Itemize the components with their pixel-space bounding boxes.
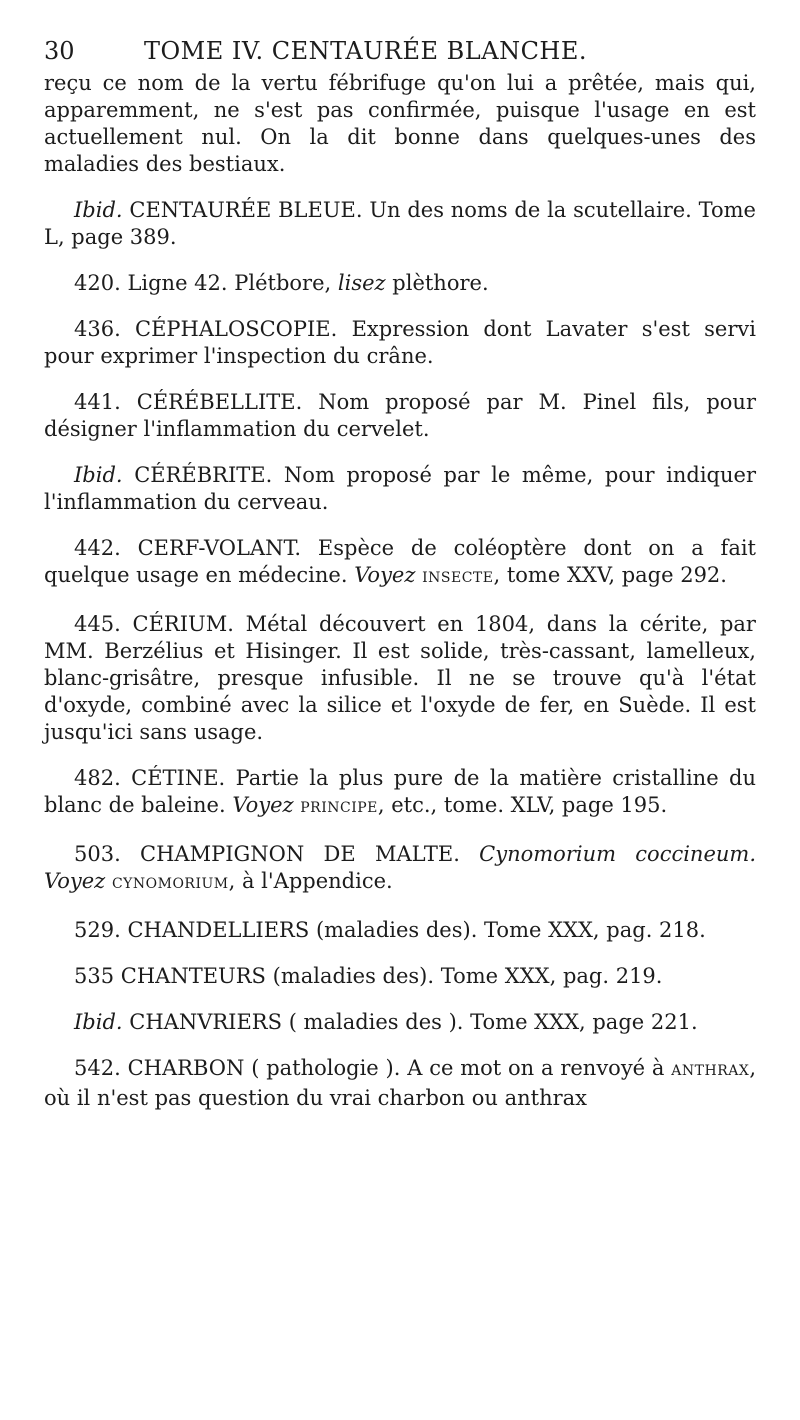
- page-number: 30: [44, 37, 75, 65]
- entry-ref: 535: [74, 964, 115, 988]
- entry-ref: 542.: [74, 1056, 121, 1080]
- page-header: [44, 36, 756, 66]
- entry-ref: 436.: [74, 317, 121, 341]
- entry-term: CÉPHALOSCOPIE.: [135, 317, 338, 341]
- entry-cerebrite: [44, 462, 756, 516]
- entry-champignon-de-malte: [44, 841, 756, 898]
- entry-chandelliers: [44, 917, 756, 944]
- cross-ref: ANTHRAX: [671, 1063, 750, 1079]
- entry-tail: , tome XXV, page 292.: [493, 563, 727, 587]
- entry-text: ( pathologie ). A ce mot on a renvoyé à: [251, 1056, 665, 1080]
- entry-ref: Ibid.: [74, 198, 123, 222]
- entry-charbon: [44, 1055, 756, 1112]
- entry-ref: 482.: [74, 766, 121, 790]
- entry-ref: 503.: [74, 842, 121, 866]
- entry-text: Partie la plus pure de la matière cristalline du blanc de baleine.: [44, 766, 756, 817]
- cross-ref: PRINCIPE: [300, 800, 378, 816]
- entry-text: Espèce de coléoptère dont on a fait quelque usage en médecine.: [44, 536, 756, 587]
- entry-ref: 442.: [74, 536, 121, 560]
- entry-ref: 529.: [74, 918, 121, 942]
- entry-text: Métal découvert en 1804, dans la cérite, par MM. Berzélius et Hisinger. Il est solide, très-cassant, lamelleux, blanc-grisâtre, presque infusible. Il ne se trouve qu'à l'état d'oxyde, combiné avec la silice et l'oxyde de fer, en Suède. Il est jusqu'ici sans usage.: [44, 612, 756, 744]
- entry-term: CENTAURÉE BLEUE.: [129, 198, 363, 222]
- entry-cetine: [44, 765, 756, 822]
- entry-cerium: [44, 611, 756, 746]
- voyez-ref: Voyez: [354, 563, 416, 587]
- entry-chanteurs: [44, 963, 756, 990]
- entry-term: CÉTINE.: [131, 766, 226, 790]
- entry-cerf-volant: [44, 535, 756, 592]
- entry-italic: Cynomorium coccineum.: [479, 842, 756, 866]
- entry-text: (maladies des). Tome XXX, pag. 219.: [272, 964, 663, 988]
- entry-term: CHARBON: [127, 1056, 245, 1080]
- entry-tail: , etc., tome. XLV, page 195.: [377, 793, 668, 817]
- running-title: TOME IV. CENTAURÉE BLANCHE.: [144, 37, 588, 65]
- entry-text: Nom proposé par le même, pour indiquer l'inflammation du cerveau.: [44, 463, 756, 514]
- entry-term: CHANTEURS: [120, 964, 266, 988]
- entry-cerebellite: [44, 389, 756, 443]
- entry-tail: , où il n'est pas question du vrai charbon ou anthrax: [44, 1056, 756, 1110]
- entry-ref: Ibid.: [74, 463, 123, 487]
- continuation-paragraph: reçu ce nom de la vertu fébrifuge qu'on lui a prêtée, mais qui, apparemment, ne s'est pas confirmée, puisque l'usage en est actuellement nul. On la dit bonne dans quelques-unes des maladies des bestiaux.: [44, 71, 756, 176]
- entry-term: CHAMPIGNON DE MALTE.: [140, 842, 460, 866]
- entry-tail: , à l'Appendice.: [228, 869, 393, 893]
- entry-term: CÉRIUM.: [132, 612, 234, 636]
- entry-chanvriers: [44, 1009, 756, 1036]
- entry-text: Expression dont Lavater s'est servi pour exprimer l'inspection du crâne.: [44, 317, 756, 368]
- entry-centauree-bleue: [44, 197, 756, 251]
- entry-term: CERF-VOLANT.: [137, 536, 302, 560]
- entry-term: CHANVRIERS: [129, 1010, 282, 1034]
- voyez-ref: Voyez: [44, 869, 106, 893]
- entry-term: CHANDELLIERS: [127, 918, 310, 942]
- entry-cephaloscopie: [44, 316, 756, 370]
- entry-italic: lisez: [337, 271, 386, 295]
- entry-text: plèthore.: [392, 271, 489, 295]
- entry-text: Ligne 42. Plétbore,: [127, 271, 332, 295]
- entry-text: Nom proposé par M. Pinel fils, pour désigner l'inflammation du cervelet.: [44, 390, 756, 441]
- entry-term: CÉRÉBRITE.: [134, 463, 273, 487]
- cross-ref: INSECTE: [422, 570, 494, 586]
- entry-ref: 441.: [74, 390, 121, 414]
- entry-420: [44, 270, 756, 297]
- cross-ref: CYNOMORIUM: [111, 876, 229, 892]
- entry-text: (maladies des). Tome XXX, pag. 218.: [315, 918, 706, 942]
- entry-term: CÉRÉBELLITE.: [136, 390, 303, 414]
- entry-text: Un des noms de la scutellaire. Tome L, page 389.: [44, 198, 756, 249]
- voyez-ref: Voyez: [232, 793, 294, 817]
- entry-ref: Ibid.: [74, 1010, 123, 1034]
- entry-text: ( maladies des ). Tome XXX, page 221.: [288, 1010, 698, 1034]
- entry-ref: 445.: [74, 612, 121, 636]
- entry-ref: 420.: [74, 271, 121, 295]
